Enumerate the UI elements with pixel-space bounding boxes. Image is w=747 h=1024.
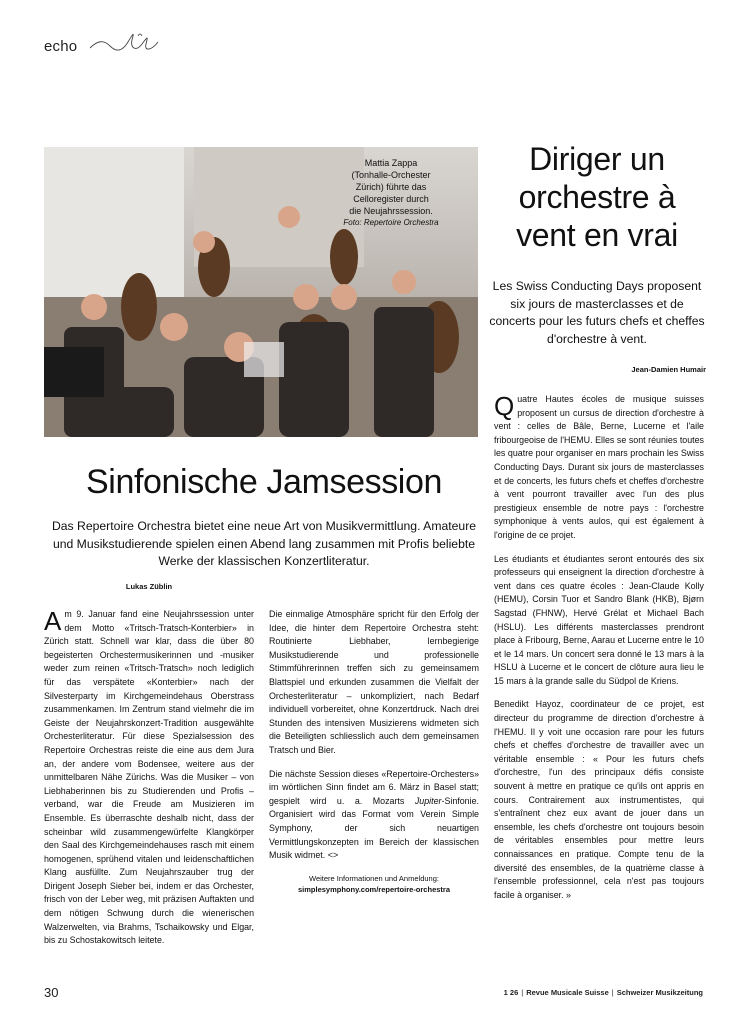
fr-title-line: orchestre à bbox=[518, 179, 676, 215]
de-paragraph-3 bbox=[269, 768, 479, 863]
fr-article-author: Jean-Damien Humair bbox=[631, 365, 706, 374]
end-mark: <> bbox=[327, 850, 339, 861]
magazine-name-de: Schweizer Musikzeitung bbox=[616, 988, 703, 997]
fr-title-line: Diriger un bbox=[529, 141, 665, 177]
de-article-author: Lukas Züblin bbox=[125, 582, 173, 591]
footer-separator: | bbox=[521, 988, 524, 997]
de-paragraph-1-text: m 9. Januar fand eine Neujahrssession unter dem Motto «Tritsch-Tratsch-Konterbier» in Zürich statt. Schnell war klar, dass die über 80 begeisterten Orchestermusikerinnen und -musiker weder zum reinen «Tritsch-Tratsch» noch lediglich für das verspätete «Konterbier» nach der Silvesterparty im Kirchgemeindehaus Oberstrass zusammenkamen. Im Zentrum stand vielmehr die im Geiste der Neujahrskonzert-Tradition ausgewählte Orchesterliteratur. Für diese Spezialsession des Repertoire Orchestras reiste die eine aus dem Jura an, der andere vom Bodensee, weitere aus der unmittelbaren Nähe Zürichs. Was die Musiker – von Liebhaberinnen bis zu Studierenden und Profis – verband, war die Freude am Musizieren im Ensemble. Es überraschte deshalb nicht, dass der scheinbar wild zusammengewürfelte Klangkörper den Saal des Kirchgemeindehauses rasch mit einem homogenen, sprühend vitalen und leidenschaftlichen Klang ausfüllte. Zum Neujahrszauber trug der Dirigent Joseph Sieber bei, indem er das Orchester, frisch von der Leber weg, mit präzisen Auftakten und dem nötigen Schwung durch die wienerischen Walzerwelten, via Brahms, Tschaikowsky und Elgar, bis zu Schostakowitsch leitete. bbox=[44, 609, 254, 946]
caption-line: (Tonhalle-Orchester bbox=[351, 170, 431, 180]
fr-paragraph-2: Les étudiants et étudiantes seront entourés des six professeurs qui enseignent la direction d'orchestre à vent dans ces quatre écoles : Jean-Claude Kolly (HEMU), Corsin Tuor et Sandro Blank (HKB), Bjørn Sagstad (FHNW), Hervé Grélat et Michael Bach (HSLU). Les différents masterclasses prendront place à Fribourg, Berne, Aarau et Lucerne entre le 10 et le 14 mars. Un concert sera donné le 13 mars à la HSLU à Lucerne et le concert de clôture aura lieu le 15 mars à la grande salle du Südpol de Kriens. bbox=[494, 553, 704, 686]
fr-paragraph-1 bbox=[494, 393, 704, 543]
fr-article-title bbox=[488, 140, 706, 254]
de-body-column-2 bbox=[269, 608, 479, 895]
footer-credits bbox=[504, 988, 703, 997]
de-jupiter-title: Jupiter bbox=[414, 795, 442, 806]
fr-body-column bbox=[494, 393, 704, 912]
caption-line: Celloregister durch bbox=[353, 194, 429, 204]
photo-credit: Foto: Repertoire Orchestra bbox=[343, 218, 439, 227]
caption-line: Zürich) führte das bbox=[355, 182, 427, 192]
de-body-column-1 bbox=[44, 608, 254, 958]
fr-paragraph-1-text: uatre Hautes écoles de musique suisses proposent un cursus de direction d'orchestre à vent : celles de Bâle, Berne, Lucerne et l'aile fribourgeoise de l'HEMU. Elles se sont réunies toutes les quatre pour organiser en mars prochain les Swiss Conducting Days. Durant six jours de masterclasses et de concerts, les futurs chefs et cheffes d'orchestre à vent pourront travailler avec l'un des plus prestigieux ensemble de notre pays : l'orchestre symphonique à vents aulos, qui est également à l'origine de ce projet. bbox=[494, 394, 704, 540]
more-info bbox=[269, 873, 479, 895]
photo-caption bbox=[326, 157, 456, 229]
de-dropcap: A bbox=[44, 606, 62, 636]
issue-number: 1 26 bbox=[503, 988, 519, 997]
de-paragraph-1 bbox=[44, 608, 254, 948]
de-article-title: Sinfonische Jamsession bbox=[86, 463, 442, 501]
fr-paragraph-3: Benedikt Hayoz, coordinateur de ce projet, est directeur du programme de direction d'orchestre à l'HEMU. Il y voit une occasion rare pour les futurs chefs et cheffes d'orchestre de travailler avec un véritable ensemble : « Pour les futurs chefs d'orchestre, l'un des principaux défis consiste souvent à mettre en pratique ce qu'ils ont appris en cours. Contrairement aux instrumentistes, qui s'entraînent chez eux avant de jouer dans un ensemble, les chefs d'orchestre ont toujours besoin de véritables ensembles pour mettre leurs connaissances en pratique. Compte tenu de la diversité des ensembles, de la quatrième classe à l'ensemble professionnel, cela n'est pas toujours facile à organiser. » bbox=[494, 699, 704, 900]
squiggle-ornament-icon bbox=[88, 30, 160, 56]
footer-separator: | bbox=[611, 988, 614, 997]
magazine-name-fr: Revue Musicale Suisse bbox=[526, 988, 609, 997]
de-paragraph-2: Die einmalige Atmosphäre spricht für den Erfolg der Idee, die hinter dem Repertoire Orchestra steht: Routinierte Liebhaber, lernbegierige Musikstudierende und professionelle Stimmführerinnen treffen sich zu gemeinsamem Blattspiel und erkunden zusammen die Vielfalt der Orchesterliteratur – unkompliziert, nach Bedarf individuell vorbereitet, ohne Konzertdruck. Nach drei Stunden des intensiven Musizierens widmeten sich die Beteiligten schliesslich auch dem gemeinsamen Tratsch und Bier. bbox=[269, 609, 479, 755]
de-paragraph-3-text: Die nächste Session dieses «Repertoire-Orchesters» im wörtlichen Sinn findet am 6. März in Basel statt; gespielt wird u. a. Mozarts bbox=[269, 768, 479, 806]
fr-article-lead: Les Swiss Conducting Days proposent six jours de masterclasses et de concerts pour les futurs chefs et cheffes d'orchestre à vent. bbox=[489, 279, 705, 346]
more-info-link[interactable]: simplesymphony.com/repertoire-orchestra bbox=[298, 884, 450, 894]
section-label: echo bbox=[44, 38, 78, 55]
orchestra-photo bbox=[44, 147, 478, 437]
de-paragraph-3-text-end: -Sinfonie. Organisiert wird das Format vom Verein Simple Symphony, der sich neuartigen Vermittlungskonzepten im Bereich der klassischen Musik widmet. bbox=[269, 795, 479, 861]
page-number: 30 bbox=[44, 985, 59, 1000]
fr-dropcap: Q bbox=[494, 391, 515, 421]
caption-line: die Neujahrssession. bbox=[349, 206, 433, 216]
de-article-lead: Das Repertoire Orchestra bietet eine neue Art von Musikvermittlung. Amateure und Musikstudierende spielen einen Abend lang zusammen mit Profis beliebte Werke der klassischen Konzertliteratur. bbox=[51, 519, 477, 568]
fr-title-line: vent en vrai bbox=[516, 217, 678, 253]
more-info-label: Weitere Informationen und Anmeldung: bbox=[309, 873, 439, 883]
caption-line: Mattia Zappa bbox=[364, 158, 418, 168]
